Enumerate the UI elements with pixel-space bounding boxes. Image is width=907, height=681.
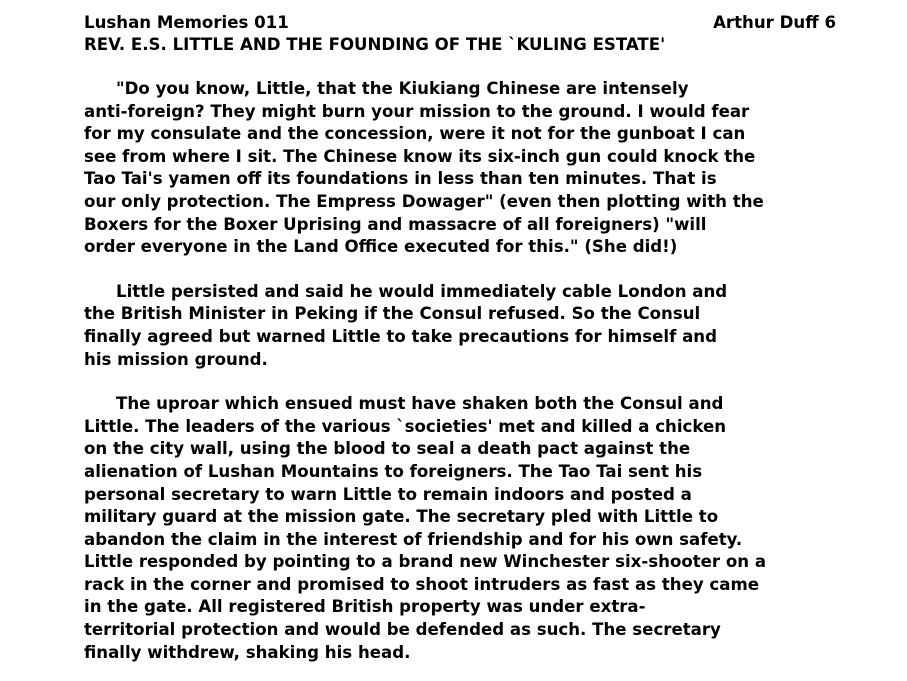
text-line: on the city wall, using the blood to seal a death pact against the — [84, 439, 691, 459]
text-line: Tao Tai's yamen off its foundations in less than ten minutes. That is — [84, 169, 717, 189]
text-line: finally withdrew, shaking his head. — [84, 642, 411, 662]
text-line: see from where I sit. The Chinese know its six-inch gun could knock the — [84, 146, 756, 166]
text-line: anti-foreign? They might burn your mission to the ground. I would fear — [84, 101, 750, 121]
paragraph-3 — [84, 393, 836, 664]
text-line: finally agreed but warned Little to take precautions for himself and — [84, 326, 717, 346]
text-line: "Do you know, Little, that the Kiukiang Chinese are intensely — [116, 79, 689, 98]
document-title: REV. E.S. LITTLE AND THE FOUNDING OF THE `KULING ESTATE' — [84, 35, 666, 54]
text-line: in the gate. All registered British property was under extra- — [84, 597, 646, 617]
paragraph-1 — [84, 78, 836, 259]
series-title: Lushan Memories 011 — [84, 13, 289, 32]
text-line: Boxers for the Boxer Uprising and massacre of all foreigners) "will — [84, 214, 707, 234]
text-line: The uproar which ensued must have shaken both the Consul and — [116, 394, 724, 414]
text-line: alienation of Lushan Mountains to foreigners. The Tao Tai sent his — [84, 461, 703, 481]
text-line: abandon the claim in the interest of friendship and for his own safety. — [84, 529, 743, 549]
text-line: personal secretary to warn Little to remain indoors and posted a — [84, 484, 692, 504]
text-line: territorial protection and would be defended as such. The secretary — [84, 620, 721, 640]
text-line: order everyone in the Land Office executed for this." (She did!) — [84, 237, 678, 257]
author-page-number: Arthur Duff 6 — [713, 13, 836, 32]
text-line: our only protection. The Empress Dowager" (even then plotting with the — [84, 191, 764, 211]
document-page — [84, 12, 836, 664]
text-line: Little. The leaders of the various `societies' met and killed a chicken — [84, 416, 727, 436]
text-line: rack in the corner and promised to shoot intruders as fast as they came — [84, 574, 760, 594]
text-line: the British Minister in Peking if the Consul refused. So the Consul — [84, 304, 701, 324]
text-line: Little persisted and said he would immediately cable London and — [116, 281, 728, 301]
paragraph-2 — [84, 281, 836, 371]
text-line: his mission ground. — [84, 349, 268, 369]
text-line: for my consulate and the concession, were it not for the gunboat I can — [84, 124, 746, 144]
page-header — [84, 12, 836, 34]
text-line: military guard at the mission gate. The secretary pled with Little to — [84, 507, 719, 527]
text-line: Little responded by pointing to a brand new Winchester six-shooter on a — [84, 552, 767, 572]
